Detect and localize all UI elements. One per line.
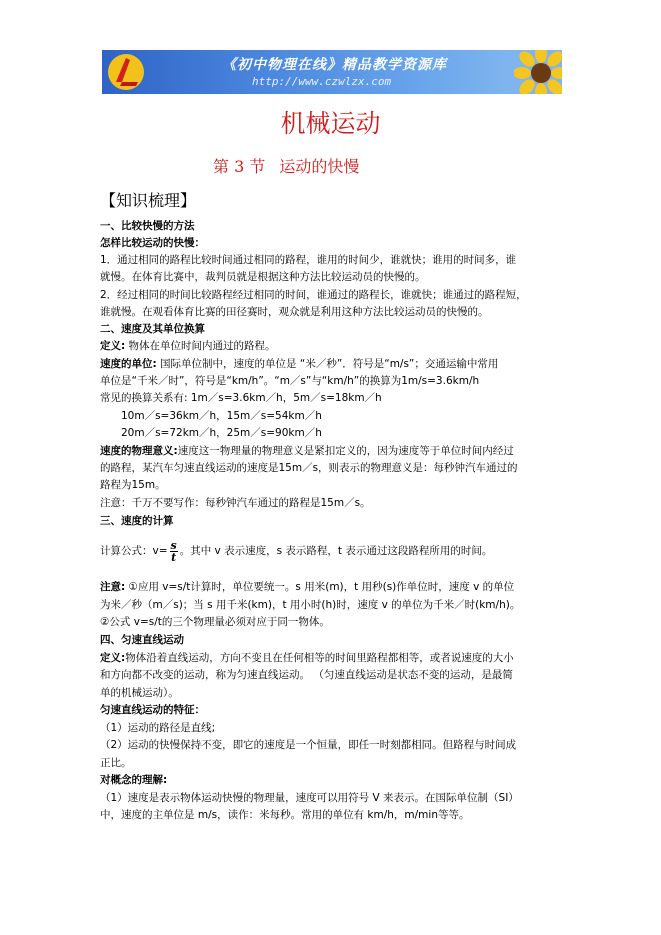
s1-heading: 一、比较快慢的方法 bbox=[100, 220, 195, 232]
banner-title: 《初中物理在线》精品教学资源库 bbox=[222, 57, 447, 73]
banner-url: http://www.czwlzx.com bbox=[252, 75, 392, 88]
s3-note-line2: 为米／秒（m／s)；当 s 用千米(km)，t 用小时(h)时，速度 v 的单位为千米／时(km/h)。 bbox=[100, 599, 521, 611]
s1-p2-line1: 2．经过相同的时间比较路程经过相同的时间，谁通过的路程长，谁就快；谁通过的路程短， bbox=[100, 289, 527, 301]
s4-heading: 四、匀速直线运动 bbox=[100, 634, 184, 646]
s2-definition-label: 定义: bbox=[100, 340, 126, 352]
s4-definition-text: 物体沿着直线运动，方向不变且在任何相等的时间里路程都相等，或者说速度的大小 bbox=[125, 652, 514, 664]
s2-conversion-3: 20m／s=72km／h，25m／s=90km／h bbox=[121, 427, 322, 439]
s1-p2-line2: 谁就慢。在观看体育比赛的田径赛时，观众就是利用这种方法比较运动员的快慢的。 bbox=[100, 306, 489, 318]
s2-physical-label: 速度的物理意义: bbox=[100, 445, 178, 457]
document-title: 机械运动 bbox=[280, 109, 381, 138]
s2-unit-line2: 单位是“千米／时”，符号是“km/h”。“m／s”与“km/h”的换算为1m/s=3.6km/h bbox=[100, 375, 480, 387]
knowledge-heading: 【知识梳理】 bbox=[100, 191, 197, 210]
velocity-formula-fraction bbox=[170, 540, 178, 563]
s1-p1-line2: 就慢。在体育比赛中，裁判员就是根据这种方法比较运动员的快慢的。 bbox=[100, 271, 426, 283]
formula-denominator: t bbox=[171, 550, 177, 564]
s4-definition-line3: 单的机械运动）。 bbox=[100, 687, 179, 699]
s4-features-heading: 匀速直线运动的特征： bbox=[100, 704, 205, 716]
s2-physical-text: 速度这一物理量的物理意义是紧扣定义的，因为速度等于单位时间内经过 bbox=[177, 445, 514, 457]
s3-note-text: ①应用 v=s/t计算时，单位要统一。s 用米(m)，t 用秒(s)作单位时，速度 v 的单位 bbox=[125, 581, 515, 593]
s4-feature-1: （1）运动的路径是直线; bbox=[100, 722, 216, 734]
s3-note-label: 注意: bbox=[100, 581, 126, 593]
s2-physical-line2: 的路程，某汽车匀速直线运动的速度是15m／s，则表示的物理意义是：每秒钟汽车通过的 bbox=[100, 462, 518, 474]
s2-definition bbox=[100, 339, 276, 353]
s2-unit-text: 国际单位制中，速度的单位是 “米／秒”．符号是“m/s”；交通运输中常用 bbox=[156, 358, 499, 370]
s5-p1-line1: （1）速度是表示物体运动快慢的物理量，速度可以用符号 V 来表示。在国际单位制（SI） bbox=[100, 792, 519, 804]
s1-p1-line1: 1．通过相同的路程比较时间通过相同的路程，谁用的时间少，谁就快；谁用的时间多，谁 bbox=[100, 254, 517, 266]
site-logo-icon bbox=[106, 52, 146, 92]
s2-physical-line1 bbox=[100, 444, 514, 458]
s3-note-line3: ②公式 v=s/t的三个物理量必须对应于同一物体。 bbox=[100, 616, 330, 628]
s4-definition-line1 bbox=[100, 651, 514, 665]
formula-numerator: s bbox=[170, 538, 177, 552]
s2-physical-line3: 路程为15m。 bbox=[100, 479, 166, 491]
s4-feature-2-line2: 正比。 bbox=[100, 757, 132, 769]
s2-conversion-1: 常见的换算关系有: 1m／s=3.6km／h，5m／s=18km／h bbox=[100, 392, 382, 404]
s2-conversion-2: 10m／s=36km／h，15m／s=54km／h bbox=[121, 410, 322, 422]
s3-formula-line bbox=[100, 538, 492, 564]
s3-formula-prefix: 计算公式：v= bbox=[100, 545, 168, 557]
s2-unit-label: 速度的单位: bbox=[100, 358, 157, 370]
s2-note: 注意：千万不要写作：每秒钟汽车通过的路程是15m／s。 bbox=[100, 497, 371, 509]
s4-feature-2-line1: （2）运动的快慢保持不变，即它的速度是一个恒量，即任一时刻都相同。但路程与时间成 bbox=[100, 739, 517, 751]
s3-formula-suffix: 。其中 v 表示速度，s 表示路程，t 表示通过这段路程所用的时间。 bbox=[179, 545, 493, 557]
section-name: 运动的快慢 bbox=[279, 157, 360, 176]
s2-heading: 二、速度及其单位换算 bbox=[100, 323, 205, 335]
s2-definition-text: 物体在单位时间内通过的路程。 bbox=[125, 340, 276, 352]
section-number: 第 3 节 bbox=[213, 157, 266, 176]
s4-definition-line2: 和方向都不改变的运动，称为匀速直线运动。 （匀速直线运动是状态不变的运动，是最简 bbox=[100, 669, 513, 681]
s4-definition-label: 定义: bbox=[100, 652, 126, 664]
s1-subheading: 怎样比较运动的快慢： bbox=[100, 237, 205, 249]
sunflower-icon bbox=[514, 50, 562, 94]
s5-heading: 对概念的理解: bbox=[100, 774, 168, 786]
header-banner bbox=[102, 50, 562, 94]
s3-heading: 三、速度的计算 bbox=[100, 515, 174, 527]
s5-p1-line2: 中，速度的主单位是 m/s，读作：米每秒。常用的单位有 km/h，m/min等等。 bbox=[100, 809, 470, 821]
s2-unit-line1 bbox=[100, 357, 498, 371]
s3-note-line1 bbox=[100, 580, 514, 594]
section-title bbox=[213, 154, 373, 177]
